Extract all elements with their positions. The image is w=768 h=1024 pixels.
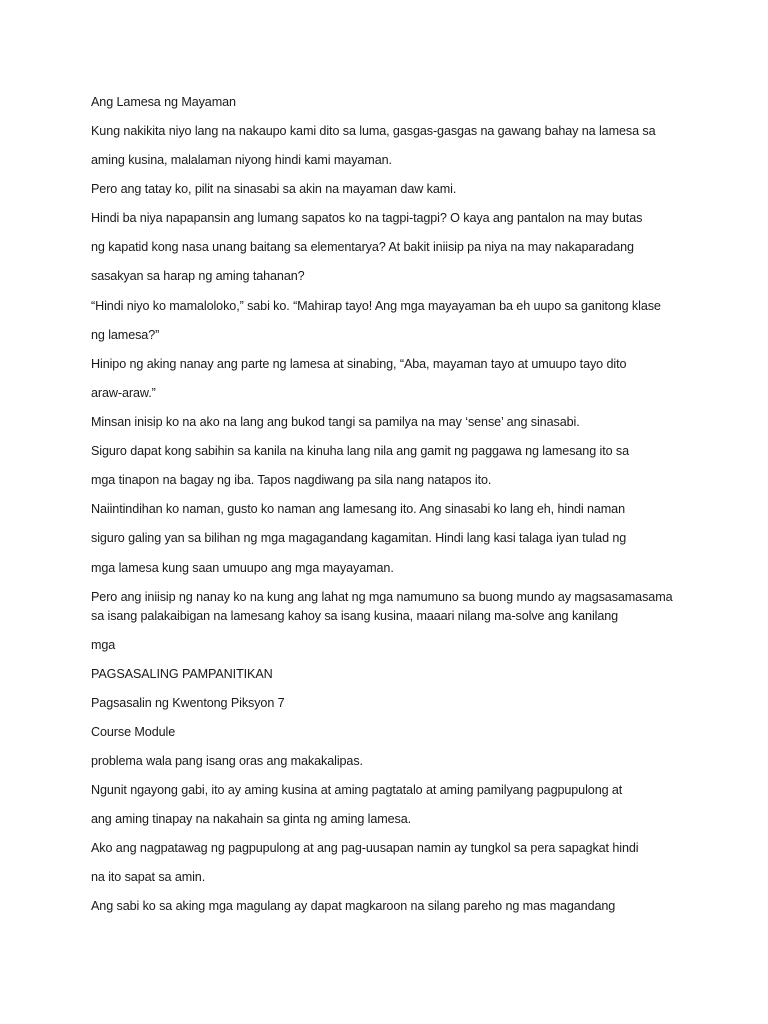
text-line: Siguro dapat kong sabihin sa kanila na kinuha lang nila ang gamit ng paggawa ng lamesang ito sa [91, 444, 630, 458]
text-line: aming kusina, malalaman niyong hindi kami mayaman. [91, 153, 392, 167]
text-line: Pero ang tatay ko, pilit na sinasabi sa akin na mayaman daw kami. [91, 182, 457, 196]
module-header-label: Course Module [91, 725, 176, 739]
text-line: Hinipo ng aking nanay ang parte ng lamesa at sinabing, “Aba, mayaman tayo at umuupo tayo dito [91, 357, 627, 371]
text-line: mga [91, 638, 116, 652]
text-line: Ako ang nagpatawag ng pagpupulong at ang pag-uusapan namin ay tungkol sa pera sapagkat hindi [91, 841, 639, 855]
module-header-subtitle: Pagsasalin ng Kwentong Piksyon 7 [91, 696, 285, 710]
text-line: Ang sabi ko sa aking mga magulang ay dapat magkaroon na silang pareho ng mas magandang [91, 899, 616, 913]
module-header-title: PAGSASALING PAMPANITIKAN [91, 667, 273, 681]
text-line: “Hindi niyo ko mamaloloko,” sabi ko. “Mahirap tayo! Ang mga mayayaman ba eh uupo sa ganitong klase [91, 299, 661, 313]
text-line: Hindi ba niya napapansin ang lumang sapatos ko na tagpi-tagpi? O kaya ang pantalon na may butas [91, 211, 643, 225]
text-line: sasakyan sa harap ng aming tahanan? [91, 269, 305, 283]
text-line: mga lamesa kung saan umuupo ang mga mayayaman. [91, 561, 394, 575]
text-line: na ito sapat sa amin. [91, 870, 206, 884]
text-line: mga tinapon na bagay ng iba. Tapos nagdiwang pa sila nang natapos ito. [91, 473, 492, 487]
text-line: problema wala pang isang oras ang makakalipas. [91, 754, 363, 768]
text-line: Naiintindihan ko naman, gusto ko naman ang lamesang ito. Ang sinasabi ko lang eh, hindi naman [91, 502, 625, 516]
text-line: Kung nakikita niyo lang na nakaupo kami dito sa luma, gasgas-gasgas na gawang bahay na lamesa sa [91, 124, 656, 138]
text-line: ang aming tinapay na nakahain sa ginta ng aming lamesa. [91, 812, 412, 826]
text-line: ng kapatid kong nasa unang baitang sa elementarya? At bakit iniisip pa niya na may nakaparadang [91, 240, 634, 254]
text-line: Ngunit ngayong gabi, ito ay aming kusina at aming pagtatalo at aming pamilyang pagpupulong at [91, 783, 623, 797]
text-line: Minsan inisip ko na ako na lang ang bukod tangi sa pamilya na may ‘sense’ ang sinasabi. [91, 415, 580, 429]
text-line: siguro galing yan sa bilihan ng mga magagandang kagamitan. Hindi lang kasi talaga iyan tulad ng [91, 531, 627, 545]
text-line: Pero ang iniisip ng nanay ko na kung ang lahat ng mga namumuno sa buong mundo ay magsasamasama [91, 590, 673, 604]
text-line: araw-araw.” [91, 386, 156, 400]
document-title: Ang Lamesa ng Mayaman [91, 95, 236, 109]
text-line: sa isang palakaibigan na lamesang kahoy sa isang kusina, maaari nilang ma-solve ang kanilang [91, 609, 619, 623]
text-line: ng lamesa?” [91, 328, 160, 342]
